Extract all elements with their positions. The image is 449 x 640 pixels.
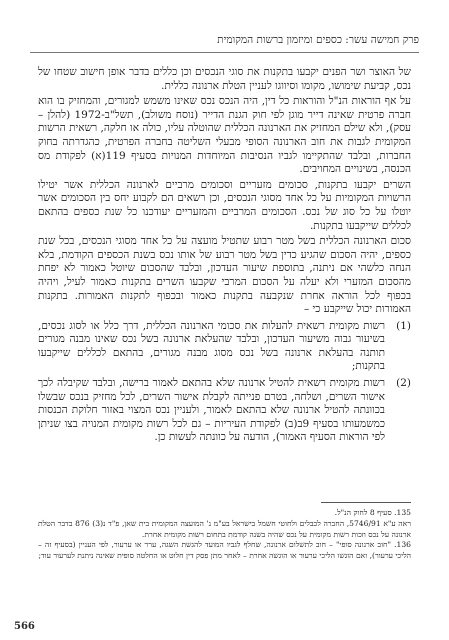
list-item bbox=[38, 320, 411, 374]
footnote: 135. סעיף 8 לחוק הנ"ל. bbox=[334, 508, 411, 517]
list-number: (2) bbox=[396, 377, 411, 390]
list-text: רשות מקומית רשאית להטיל ארנונה שלא בהתאם לאמור ברישה, ובלבד שקיבלה לכך אישור השרים, ושלחה, בטרם פנייתה לקבלת אישור השרים, לכל מחזיק בנכס שבשלו בכוונתה להטיל ארנונה שלא בהתאם לאמור, ולעניין נכס המצוי באזור חלוקת הכנסות כמשמעותו בסעיף 9ב(ב) לפקודת העיריות – גם לכל רשות מקומית המנויה בצו שניתן לפי הוראות הסעיף האמור), הודעה על כוונתה לעשות כן. bbox=[38, 377, 385, 444]
running-head: פרק חמישה עשר: כספים ומיזמון ברשות המקומית bbox=[217, 34, 419, 46]
main-text bbox=[38, 66, 411, 448]
page-number: 566 bbox=[14, 621, 35, 632]
paragraph: השרים יקבעו בתקנות, סכומים מזעריים וסכומים מרביים לארנונה הכללית אשר יטילו הרשויות המקומיות על כל אחד מסוגי הנכסים, וכן רשאים הם לקבוע יחס בין הסכומים אשר יוטלו על כל סוג של נכס. הסכומים המרביים והמזעריים יעודכנו כל שנת כספים בהתאם לכללים שייקבעו בתקנות. bbox=[38, 178, 411, 232]
paragraph: של האוצר ושר הפנים יקבעו בתקנות את סוגי הנכסים וכן כללים בדבר אופן חישוב שטחו של נכס, קביעת שימושו, מקומו וסיווגו לעניין הטלת ארנונה כללית. bbox=[38, 66, 411, 92]
paragraph: על אף הוראות הנ"ל והוראות כל דין, היה הנכס נכס שאינו משמש למגורים, והמחזיק בו הוא חברה פרטית שאינה דייר מוגן לפי חוק הגנת הדייר (נוסח משולב), תשל"ב-1972 (להלן – עסק), ולא שילם המחזיק את הארנונה הכללית שהוטלה עליו, כולה או חלקה, רשאית הרשות המקומית לגבות את חוב הארנונה הסופי מבעלי השליטה בחברה הפרטית, כהגדרתה בחוק החברות, ובלבד שהתקיימו לגביו הנסיבות המיוחדות המנויות בסעיף 119(א) לפקודת מס הכנסה, בשינויים המחויבים. bbox=[38, 95, 412, 176]
header-divider bbox=[30, 52, 419, 53]
list-text: רשות מקומית רשאית להעלות את סכומי הארנונה הכללית, דרך כלל או לסוג נכסים, בשיעור גבוה משיעור העדכון, ובלבד שהעלאת ארנונה בשל נכס שאינו מבנה מגורים תותנה בהעלאת ארנונה בשל נכס מסוג מבנה מגורים, בהתאם לכללים שייקבעו בתקנות; bbox=[38, 319, 385, 373]
list-item bbox=[38, 377, 411, 445]
footnote: 136. "חוב ארנונה סופי" – חוב לתשלום ארנונה, שחלף לגביו המועד להגשת השגה, ערר או ערעור, לפי העניין (בסעיף זה – הליכי ערעור), ואם הוגשו הליכי ערעור או הוגשה אחרת – לאחר מתן פסק דין חלוט או החלטה סופית שאינה ניתנת לערעור עוד; bbox=[38, 540, 411, 561]
footnote: ראה ע"א 5746/91, החברה לכבלים ולחוטי חשמל בישראל בע"מ נ' המועצה המקומית בית שאן, פ"ד נ(3) 876 בדבר הטלת ארנונה על נכס וזכות רשות מקומית על נכס שהיה בשנה קודמת בתחום רשות מקומית אחרת. bbox=[38, 518, 411, 539]
footnote-divider bbox=[321, 502, 411, 503]
paragraph: סכום הארנונה הכללית בשל מטר רבוע שתטיל מועצה על כל אחד מסוגי הנכסים, בכל שנת כספים, יהיה הסכום שהגיע כדין בשל מטר רבוע של אותו נכס בשנת הכספים הקודמת, בלא הנחה כלשהי אם ניתנה, בתוספת שיעור העדכון, ובלבד שהסכום שיוטל כאמור לא יפחת מהסכום המזערי ולא יעלה על הסכום המרבי שקבעו השרים בתקנות כאמור לעיל, ויהיה בכפוף לכל הוראה אחרת שנקבעה בתקנות כאמור ובכפוף לתקנות האמורות. בתקנות האמורות יכול שייקבע כי – bbox=[38, 235, 411, 316]
footnotes bbox=[38, 508, 411, 562]
list-number: (1) bbox=[396, 319, 411, 332]
